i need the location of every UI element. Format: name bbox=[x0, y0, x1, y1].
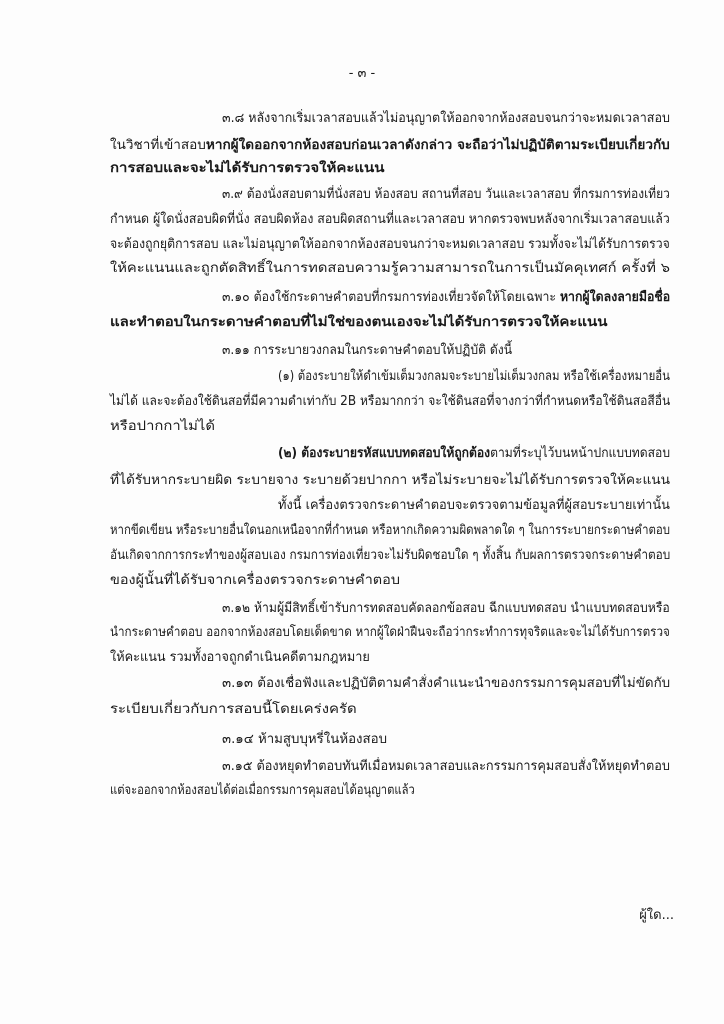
text-line bbox=[222, 731, 387, 749]
text-line bbox=[110, 418, 215, 436]
text-line bbox=[222, 289, 670, 307]
text-line bbox=[110, 701, 357, 719]
text-run: ตามที่ระบุไว้บนหน้าปกแบบทดสอบ bbox=[490, 446, 671, 461]
text-run: ให้คะแนนและถูกตัดสิทธิ์ในการทดสอบความรู้ความสามารถในการเป็นมัคคุเทศก์ ครั้งที่ ๖ bbox=[110, 261, 670, 276]
continuation-marker: ผู้ใด... bbox=[639, 908, 674, 923]
bold-text: หากผู้ใดออกจากห้องสอบก่อนเวลาดังกล่าว จะถือว่าไม่ปฏิบัติตามระเบียบเกี่ยวกับ bbox=[205, 138, 670, 153]
text-line bbox=[278, 497, 670, 515]
text-run: ทั้งนี้ เครื่องตรวจกระดาษคำตอบจะตรวจตามข้อมูลที่ผู้สอบระบายเท่านั้น bbox=[278, 498, 670, 513]
text-run: ให้คะแนน รวมทั้งอาจถูกดำเนินคดีตามกฎหมาย bbox=[110, 650, 370, 665]
text-run: ในวิชาที่เข้าสอบ bbox=[110, 138, 206, 153]
text-line bbox=[222, 342, 512, 360]
text-run: ๓.๑๑ การระบายวงกลมในกระดาษคำตอบให้ปฏิบัติ ดังนี้ bbox=[222, 343, 513, 358]
text-run: หรือปากกาไม่ได้ bbox=[110, 419, 216, 434]
text-run: อันเกิดจากการกระทำของผู้สอบเอง กรมการท่องเที่ยวจะไม่รับผิดชอบใด ๆ ทั้งสิ้น กับผลการตรวจกระดาษคำตอบ bbox=[110, 548, 671, 563]
text-run: ๓.๑๐ ต้องใช้กระดาษคำตอบที่กรมการท่องเที่ยวจัดให้โดยเฉพาะ bbox=[222, 290, 560, 305]
text-line bbox=[110, 472, 670, 490]
text-run: ๓.๑๒ ห้ามผู้มีสิทธิ์เข้ารับการทดสอบคัดลอกข้อสอบ ฉีกแบบทดสอบ นำแบบทดสอบหรือ bbox=[222, 601, 670, 616]
text-line bbox=[110, 260, 670, 278]
text-run: ๓.๑๓ ต้องเชื่อฟังและปฏิบัติตามคำสั่งคำแนะนำของกรรมการคุมสอบที่ไม่ขัดกับ bbox=[222, 676, 671, 691]
text-line bbox=[222, 758, 670, 776]
text-line bbox=[278, 445, 670, 463]
text-line bbox=[110, 137, 670, 155]
text-line bbox=[222, 600, 670, 618]
text-line bbox=[222, 186, 670, 204]
text-run: ๓.๑๔ ห้ามสูบบุหรี่ในห้องสอบ bbox=[222, 732, 388, 747]
text-line bbox=[110, 547, 670, 565]
text-run: ที่ได้รับหากระบายผิด ระบายจาง ระบายด้วยปากกา หรือไม่ระบายจะไม่ได้รับการตรวจให้คะแนน bbox=[110, 473, 671, 488]
text-run: ไม่ได้ และจะต้องใช้ดินสอที่มีความดำเท่ากับ 2B หรือมากกว่า จะใช้ดินสอที่จางกว่าที่กำหนดหรือใช้ดินสอสีอื่น bbox=[110, 394, 671, 409]
text-run: นำกระดาษคำตอบ ออกจากห้องสอบโดยเด็ดขาด หากผู้ใดฝ่าฝืนจะถือว่ากระทำการทุจริตและจะไม่ได้รับการตรวจ bbox=[110, 625, 670, 640]
text-line bbox=[110, 782, 415, 800]
text-line bbox=[110, 624, 670, 642]
bold-text: และทำตอบในกระดาษคำตอบที่ไม่ใช่ของตนเองจะไม่ได้รับการตรวจให้คะแนน bbox=[110, 315, 608, 330]
text-run: ระเบียบเกี่ยวกับการสอบนี้โดยเคร่งครัด bbox=[110, 702, 357, 717]
text-run: ๓.๑๕ ต้องหยุดทำตอบทันทีเมื่อหมดเวลาสอบและกรรมการคุมสอบสั่งให้หยุดทำตอบ bbox=[222, 759, 671, 774]
text-line bbox=[110, 211, 670, 229]
text-run: (๑) ต้องระบายให้ดำเข้มเต็มวงกลมจะระบายไม่เต็มวงกลม หรือใช้เครื่องหมายอื่น bbox=[278, 369, 670, 384]
text-run: ของผู้นั้นที่ได้รับจากเครื่องตรวจกระดาษคำตอบ bbox=[110, 573, 401, 588]
text-run: หากขีดเขียน หรือระบายอื่นใดนอกเหนือจากที่กำหนด หรือหากเกิดความผิดพลาดใด ๆ ในการระบายกระดาษคำตอบ bbox=[110, 523, 671, 538]
text-run: จะต้องถูกยุติการสอบ และไม่อนุญาตให้ออกจากห้องสอบจนกว่าจะหมดเวลาสอบ รวมทั้งจะไม่ได้รับการตรวจ bbox=[110, 237, 670, 252]
text-run: ๓.๙ ต้องนั่งสอบตามที่นั่งสอบ ห้องสอบ สถานที่สอบ วันและเวลาสอบ ที่กรมการท่องเที่ยว bbox=[222, 187, 670, 202]
text-line bbox=[222, 110, 670, 128]
text-run: แต่จะออกจากห้องสอบได้ต่อเมื่อกรรมการคุมสอบได้อนุญาตแล้ว bbox=[110, 783, 415, 798]
text-run: ๓.๘ หลังจากเริ่มเวลาสอบแล้วไม่อนุญาตให้ออกจากห้องสอบจนกว่าจะหมดเวลาสอบ bbox=[222, 111, 670, 126]
bold-text: หากผู้ใดลงลายมือชื่อ bbox=[559, 290, 671, 305]
text-line bbox=[110, 236, 670, 254]
text-line bbox=[110, 572, 400, 590]
page-number: - ๓ - bbox=[348, 66, 376, 81]
bold-text: (๒) ต้องระบายรหัสแบบทดสอบให้ถูกต้อง bbox=[278, 446, 491, 461]
text-line bbox=[110, 522, 670, 540]
text-line bbox=[222, 675, 670, 693]
text-line bbox=[110, 314, 607, 332]
bold-text: การสอบและจะไม่ได้รับการตรวจให้คะแนน bbox=[110, 161, 385, 176]
text-line bbox=[110, 649, 370, 667]
text-line bbox=[110, 160, 384, 178]
text-run: กำหนด ผู้ใดนั่งสอบผิดที่นั่ง สอบผิดห้อง สอบผิดสถานที่และเวลาสอบ หากตรวจพบหลังจากเริ่มเวลาสอบแล้ว bbox=[110, 212, 670, 227]
text-line bbox=[278, 368, 670, 386]
text-line bbox=[110, 393, 670, 411]
